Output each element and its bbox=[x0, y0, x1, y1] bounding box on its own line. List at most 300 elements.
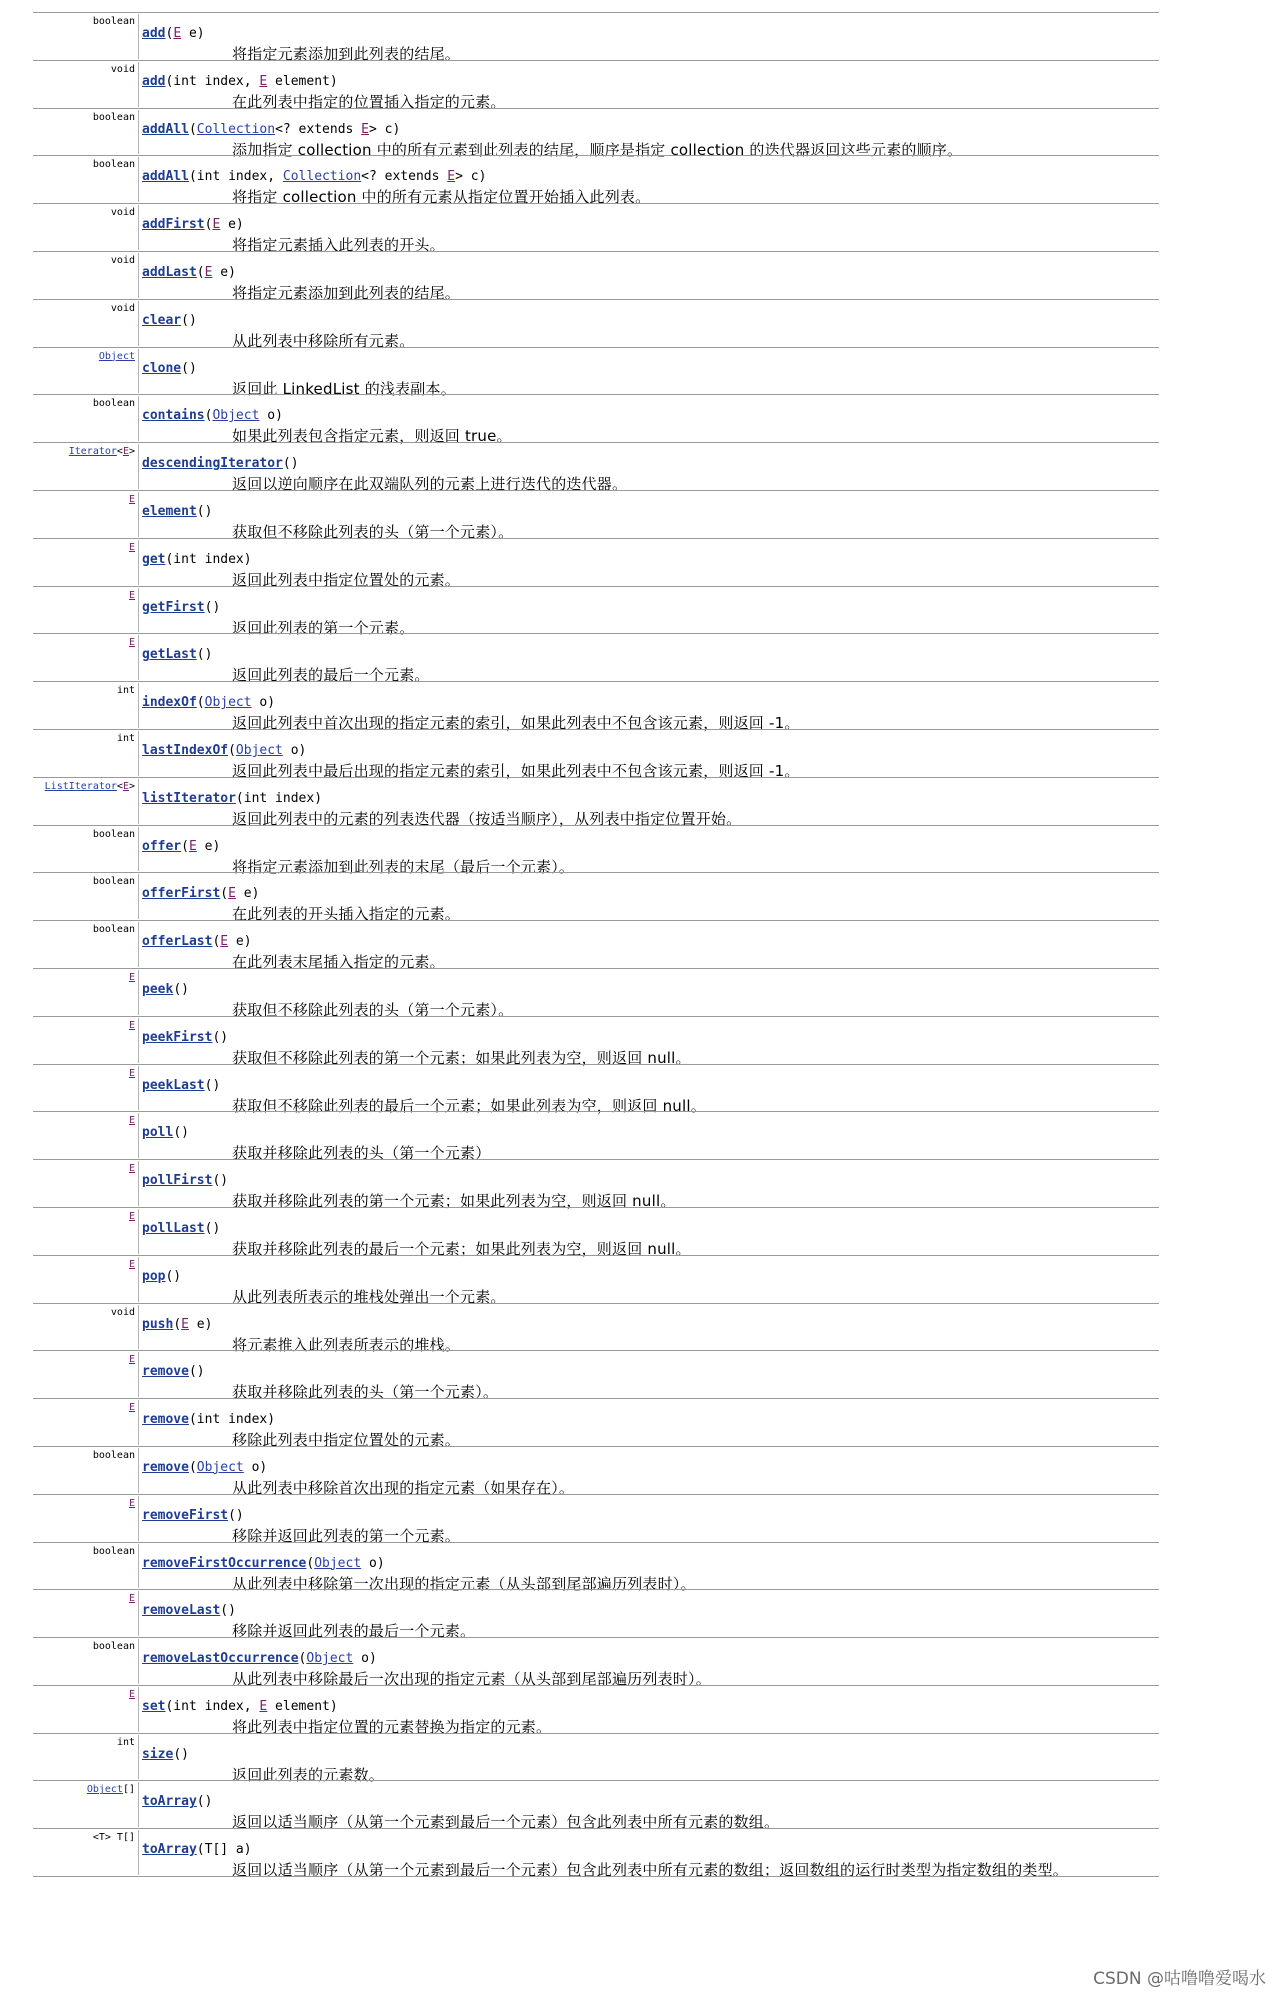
type-parameter-link[interactable]: E bbox=[228, 886, 236, 902]
method-row bbox=[0, 1780, 1280, 1832]
method-signature bbox=[142, 552, 252, 567]
type-parameter-link[interactable]: E bbox=[128, 589, 135, 601]
row-separator bbox=[33, 1111, 1159, 1112]
code-text: () bbox=[204, 1220, 221, 1236]
column-divider bbox=[138, 874, 139, 919]
method-name-link[interactable]: remove bbox=[142, 1364, 189, 1380]
type-parameter-link[interactable]: E bbox=[128, 493, 135, 505]
code-text: boolean bbox=[92, 111, 135, 123]
method-name-link[interactable]: offer bbox=[142, 838, 182, 854]
method-row bbox=[0, 1064, 1280, 1115]
method-description: 从此列表中移除所有元素。 bbox=[232, 331, 415, 350]
code-text: boolean bbox=[92, 1641, 135, 1653]
code-text: ( bbox=[196, 264, 205, 280]
method-description: 从此列表中移除最后一次出现的指定元素（从头部到尾部遍历列表时）。 bbox=[232, 1670, 711, 1689]
method-signature bbox=[142, 1556, 385, 1571]
row-separator bbox=[33, 1589, 1159, 1590]
code-text: () bbox=[188, 1364, 205, 1380]
return-type bbox=[129, 1211, 135, 1222]
method-row bbox=[0, 1350, 1280, 1402]
type-link[interactable]: ListIterator bbox=[44, 780, 117, 792]
method-name-link[interactable]: offerLast bbox=[142, 934, 213, 950]
method-name-link[interactable]: removeLastOccurrence bbox=[142, 1651, 299, 1667]
column-divider bbox=[138, 731, 139, 776]
code-text: < bbox=[116, 780, 123, 792]
method-description: 添加指定 collection 中的所有元素到此列表的结尾，顺序是指定 collection 的迭代器返回这些元素的顺序。 bbox=[232, 140, 963, 159]
method-name-link[interactable]: poll bbox=[142, 1125, 174, 1141]
type-link[interactable]: Collection bbox=[196, 121, 276, 137]
method-row bbox=[0, 1494, 1280, 1545]
method-signature bbox=[142, 169, 486, 184]
type-parameter-link[interactable]: E bbox=[128, 1258, 135, 1270]
method-name-link[interactable]: pop bbox=[142, 1268, 166, 1284]
method-name-link[interactable]: listIterator bbox=[142, 790, 236, 806]
type-parameter-link[interactable]: E bbox=[181, 1316, 189, 1332]
method-row bbox=[0, 1589, 1280, 1641]
return-type bbox=[129, 637, 135, 648]
code-text: () bbox=[228, 1507, 244, 1523]
method-row bbox=[0, 1828, 1280, 1880]
column-divider bbox=[138, 1113, 139, 1158]
type-parameter-link[interactable]: E bbox=[128, 1402, 135, 1414]
code-text: (T[] a) bbox=[196, 1842, 252, 1858]
return-type bbox=[93, 398, 135, 409]
method-description: 获取并移除此列表的头（第一个元素） bbox=[232, 1144, 491, 1163]
method-description: 返回以适当顺序（从第一个元素到最后一个元素）包含此列表中所有元素的数组。 bbox=[232, 1813, 780, 1832]
column-divider bbox=[138, 396, 139, 441]
method-description: 获取但不移除此列表的头（第一个元素）。 bbox=[232, 522, 514, 541]
column-divider bbox=[138, 1591, 139, 1636]
row-separator bbox=[33, 586, 1159, 587]
return-type bbox=[129, 1354, 135, 1365]
code-text: element) bbox=[267, 1698, 338, 1714]
type-parameter-link[interactable]: E bbox=[128, 1115, 135, 1127]
column-divider bbox=[138, 1782, 139, 1827]
type-parameter-link[interactable]: E bbox=[212, 217, 221, 233]
type-parameter-link[interactable]: E bbox=[188, 838, 197, 854]
method-signature bbox=[142, 1699, 338, 1714]
row-separator bbox=[33, 633, 1159, 634]
return-type bbox=[93, 1641, 135, 1652]
return-type bbox=[99, 351, 135, 362]
code-text: o) bbox=[361, 1555, 385, 1571]
code-text: (int index, bbox=[165, 1698, 260, 1714]
method-row bbox=[0, 968, 1280, 1019]
row-separator bbox=[33, 490, 1159, 491]
code-text: o) bbox=[353, 1651, 377, 1667]
type-link[interactable]: Object bbox=[86, 1784, 123, 1796]
method-row bbox=[0, 825, 1280, 876]
column-divider bbox=[138, 540, 139, 585]
return-type bbox=[111, 303, 135, 314]
method-row bbox=[0, 1207, 1280, 1258]
row-separator bbox=[33, 155, 1159, 156]
watermark: CSDN @咕噜噜爱喝水 bbox=[1093, 1969, 1266, 1989]
column-divider bbox=[138, 205, 139, 250]
method-description: 返回以适当顺序（从第一个元素到最后一个元素）包含此列表中所有元素的数组；返回数组的运行时类型为指定数组的类型。 bbox=[232, 1861, 1069, 1880]
code-text: e) bbox=[220, 217, 244, 233]
row-separator bbox=[33, 1876, 1159, 1877]
code-text: ( bbox=[196, 695, 205, 711]
row-separator bbox=[33, 60, 1159, 61]
method-signature bbox=[142, 1747, 189, 1762]
method-name-link[interactable]: size bbox=[142, 1746, 174, 1762]
method-description: 返回此列表的最后一个元素。 bbox=[232, 666, 430, 685]
method-signature bbox=[142, 1603, 236, 1618]
column-divider bbox=[138, 110, 139, 155]
code-text: ( bbox=[165, 26, 174, 41]
return-type bbox=[93, 829, 135, 840]
method-name-link[interactable]: peekFirst bbox=[142, 1029, 213, 1045]
method-signature bbox=[142, 504, 212, 519]
method-name-link[interactable]: toArray bbox=[142, 1842, 197, 1858]
code-text: void bbox=[110, 1306, 135, 1318]
code-text: void bbox=[110, 207, 135, 219]
method-signature bbox=[142, 1794, 212, 1809]
code-text: o) bbox=[243, 1459, 268, 1475]
code-text: void bbox=[110, 254, 135, 266]
code-text: () bbox=[282, 456, 299, 472]
method-row bbox=[0, 729, 1280, 780]
method-signature bbox=[142, 934, 252, 949]
row-separator bbox=[33, 1350, 1159, 1351]
method-row bbox=[0, 12, 1280, 63]
row-separator bbox=[33, 681, 1159, 682]
type-link[interactable]: Object bbox=[212, 408, 260, 424]
column-divider bbox=[138, 1735, 139, 1780]
return-type bbox=[117, 1737, 135, 1748]
return-type bbox=[93, 112, 135, 123]
column-divider bbox=[138, 62, 139, 107]
method-signature bbox=[142, 600, 220, 615]
method-name-link[interactable]: lastIndexOf bbox=[142, 742, 229, 758]
row-separator bbox=[33, 872, 1159, 873]
column-divider bbox=[138, 349, 139, 394]
row-separator bbox=[33, 1494, 1159, 1495]
code-text: (int index, bbox=[165, 73, 260, 89]
code-text: ( bbox=[298, 1651, 307, 1667]
code-text: <T> T[] bbox=[92, 1832, 135, 1844]
row-separator bbox=[33, 203, 1159, 204]
method-name-link[interactable]: indexOf bbox=[142, 695, 197, 711]
method-description: 返回此列表中最后出现的指定元素的索引，如果此列表中不包含该元素，则返回 -1。 bbox=[232, 761, 800, 780]
method-name-link[interactable]: addLast bbox=[142, 264, 197, 280]
return-type bbox=[111, 255, 135, 266]
code-text: boolean bbox=[92, 159, 135, 171]
method-signature bbox=[142, 1173, 228, 1188]
method-description: 从此列表中移除首次出现的指定元素（如果存在）。 bbox=[232, 1478, 575, 1497]
method-row bbox=[0, 1398, 1280, 1450]
method-description: 如果此列表包含指定元素，则返回 true。 bbox=[232, 427, 512, 446]
type-parameter-link[interactable]: E bbox=[447, 169, 456, 185]
code-text: void bbox=[110, 63, 135, 75]
return-type bbox=[93, 159, 135, 170]
type-parameter-link[interactable]: E bbox=[361, 121, 369, 137]
type-parameter-link[interactable]: E bbox=[128, 971, 135, 983]
row-separator bbox=[33, 394, 1159, 395]
type-link[interactable]: Object bbox=[306, 1651, 354, 1667]
type-parameter-link[interactable]: E bbox=[128, 1067, 135, 1079]
method-name-link[interactable]: removeFirst bbox=[142, 1507, 229, 1523]
method-name-link[interactable]: descendingIterator bbox=[142, 456, 283, 472]
type-link[interactable]: Object bbox=[98, 350, 135, 362]
method-name-link[interactable]: toArray bbox=[142, 1794, 197, 1810]
method-description: 将指定元素添加到此列表的末尾（最后一个元素）。 bbox=[232, 857, 575, 876]
method-row bbox=[0, 203, 1280, 255]
method-name-link[interactable]: getFirst bbox=[142, 599, 205, 615]
row-separator bbox=[33, 12, 1159, 13]
method-signature bbox=[142, 122, 400, 137]
code-text: ( bbox=[188, 121, 197, 137]
code-text: > c) bbox=[369, 121, 401, 137]
method-row bbox=[0, 872, 1280, 924]
method-name-link[interactable]: remove bbox=[142, 1412, 189, 1428]
method-description: 获取但不移除此列表的最后一个元素；如果此列表为空，则返回 null。 bbox=[232, 1096, 706, 1115]
method-signature bbox=[142, 1078, 220, 1093]
code-text: () bbox=[181, 312, 197, 328]
code-text: () bbox=[173, 1746, 189, 1762]
type-parameter-link[interactable]: E bbox=[128, 1354, 135, 1366]
method-description: 将指定元素添加到此列表的结尾。 bbox=[232, 45, 461, 63]
code-text: < bbox=[116, 446, 123, 458]
method-description: 将元素推入此列表所表示的堆栈。 bbox=[232, 1335, 461, 1354]
method-row bbox=[0, 681, 1280, 733]
method-signature bbox=[142, 886, 259, 901]
code-text: () bbox=[181, 360, 197, 376]
type-link[interactable]: Object bbox=[204, 695, 252, 711]
table-bottom-border bbox=[0, 1876, 1280, 1877]
method-row bbox=[0, 1637, 1280, 1689]
type-parameter-link[interactable]: E bbox=[128, 1593, 135, 1605]
method-name-link[interactable]: peek bbox=[142, 981, 174, 997]
type-parameter-link[interactable]: E bbox=[128, 1163, 135, 1175]
row-separator bbox=[33, 538, 1159, 539]
column-divider bbox=[138, 444, 139, 489]
code-text: e) bbox=[212, 264, 236, 280]
type-parameter-link[interactable]: E bbox=[259, 73, 268, 89]
row-separator bbox=[33, 777, 1159, 778]
method-row bbox=[0, 1255, 1280, 1306]
code-text: boolean bbox=[92, 876, 135, 888]
return-type bbox=[129, 1689, 135, 1700]
row-separator bbox=[33, 1780, 1159, 1781]
method-signature bbox=[142, 1269, 181, 1284]
type-parameter-link[interactable]: E bbox=[173, 26, 182, 41]
method-name-link[interactable]: addFirst bbox=[142, 217, 205, 233]
method-name-link[interactable]: clone bbox=[142, 360, 182, 376]
row-separator bbox=[33, 1016, 1159, 1017]
type-parameter-link[interactable]: E bbox=[220, 934, 229, 950]
method-description: 在此列表中指定的位置插入指定的元素。 bbox=[232, 92, 506, 111]
method-row bbox=[0, 155, 1280, 207]
method-row bbox=[0, 1446, 1280, 1497]
type-link[interactable]: Iterator bbox=[68, 446, 117, 458]
column-divider bbox=[138, 1639, 139, 1684]
method-row bbox=[0, 442, 1280, 494]
code-text: boolean bbox=[92, 16, 135, 27]
code-text: () bbox=[220, 1603, 236, 1619]
method-name-link[interactable]: set bbox=[142, 1698, 166, 1714]
return-type bbox=[93, 1832, 135, 1843]
type-parameter-link[interactable]: E bbox=[128, 1497, 135, 1509]
method-signature bbox=[142, 791, 322, 806]
column-divider bbox=[138, 253, 139, 298]
code-text: ( bbox=[306, 1555, 315, 1571]
method-name-link[interactable]: clear bbox=[142, 312, 182, 328]
return-type bbox=[111, 1307, 135, 1318]
return-type bbox=[129, 1163, 135, 1174]
column-divider bbox=[138, 1305, 139, 1350]
code-text: () bbox=[173, 1125, 189, 1141]
code-text: ( bbox=[181, 838, 189, 854]
code-text: ( bbox=[228, 742, 236, 758]
code-text: ( bbox=[173, 1316, 182, 1332]
method-description: 返回此 LinkedList 的浅表副本。 bbox=[232, 379, 456, 398]
method-row bbox=[0, 538, 1280, 589]
type-parameter-link[interactable]: E bbox=[128, 1019, 135, 1031]
column-divider bbox=[138, 301, 139, 346]
code-text: () bbox=[173, 981, 189, 997]
column-divider bbox=[138, 492, 139, 537]
column-divider bbox=[138, 1496, 139, 1541]
method-name-link[interactable]: getLast bbox=[142, 647, 197, 663]
method-signature bbox=[142, 647, 212, 662]
type-parameter-link[interactable]: E bbox=[259, 1698, 268, 1714]
column-divider bbox=[138, 683, 139, 728]
method-name-link[interactable]: add bbox=[142, 26, 166, 41]
method-description: 在此列表的开头插入指定的元素。 bbox=[232, 905, 461, 924]
method-name-link[interactable]: push bbox=[142, 1316, 174, 1332]
row-separator bbox=[33, 1733, 1159, 1734]
method-signature bbox=[142, 695, 275, 710]
method-description: 移除并返回此列表的第一个元素。 bbox=[232, 1526, 461, 1545]
method-row bbox=[0, 251, 1280, 302]
row-separator bbox=[33, 1159, 1159, 1160]
return-type bbox=[93, 876, 135, 887]
method-description: 移除并返回此列表的最后一个元素。 bbox=[232, 1622, 476, 1641]
method-row bbox=[0, 1016, 1280, 1067]
column-divider bbox=[138, 1544, 139, 1589]
code-text: o) bbox=[259, 408, 283, 424]
method-description: 将指定元素插入此列表的开头。 bbox=[232, 236, 445, 255]
return-type bbox=[111, 64, 135, 75]
return-type bbox=[93, 1450, 135, 1461]
method-row bbox=[0, 1685, 1280, 1736]
method-signature bbox=[142, 1030, 228, 1045]
code-text: boolean bbox=[92, 398, 135, 410]
method-description: 返回此列表的第一个元素。 bbox=[232, 618, 415, 637]
code-text: boolean bbox=[92, 924, 135, 936]
column-divider bbox=[138, 14, 139, 59]
code-text: () bbox=[196, 647, 213, 663]
method-signature bbox=[142, 217, 244, 232]
row-separator bbox=[33, 1542, 1159, 1543]
method-signature bbox=[142, 982, 189, 997]
type-link[interactable]: Object bbox=[235, 742, 283, 758]
method-signature bbox=[142, 1412, 275, 1427]
type-link[interactable]: Object bbox=[196, 1459, 244, 1475]
row-separator bbox=[33, 968, 1159, 969]
return-type bbox=[111, 207, 135, 218]
method-row bbox=[0, 1733, 1280, 1784]
method-name-link[interactable]: pollFirst bbox=[142, 1173, 213, 1189]
code-text: <? extends bbox=[275, 121, 362, 137]
method-signature bbox=[142, 1125, 189, 1140]
method-row bbox=[0, 1303, 1280, 1354]
method-name-link[interactable]: contains bbox=[142, 408, 205, 424]
code-text: o) bbox=[282, 742, 307, 758]
method-row bbox=[0, 633, 1280, 685]
method-name-link[interactable]: add bbox=[142, 73, 166, 89]
type-parameter-link[interactable]: E bbox=[128, 1688, 135, 1700]
row-separator bbox=[33, 347, 1159, 348]
return-type bbox=[129, 542, 135, 553]
column-divider bbox=[138, 922, 139, 967]
method-name-link[interactable]: removeFirstOccurrence bbox=[142, 1555, 307, 1571]
method-signature bbox=[142, 1221, 220, 1236]
row-separator bbox=[33, 442, 1159, 443]
code-text: ( bbox=[204, 408, 213, 424]
method-name-link[interactable]: remove bbox=[142, 1459, 189, 1475]
code-text: (int index) bbox=[188, 1412, 276, 1428]
type-parameter-link[interactable]: E bbox=[128, 637, 135, 649]
method-description: 返回此列表中首次出现的指定元素的索引，如果此列表中不包含该元素，则返回 -1。 bbox=[232, 714, 800, 733]
return-type bbox=[93, 16, 135, 27]
type-link[interactable]: Object bbox=[314, 1555, 362, 1571]
method-description: 返回此列表的元素数。 bbox=[232, 1765, 385, 1784]
method-description: 将指定 collection 中的所有元素从指定位置开始插入此列表。 bbox=[232, 188, 651, 207]
method-name-link[interactable]: removeLast bbox=[142, 1603, 221, 1619]
code-text: e) bbox=[228, 934, 252, 950]
code-text: () bbox=[204, 599, 221, 615]
method-row bbox=[0, 347, 1280, 398]
row-separator bbox=[33, 1398, 1159, 1399]
type-parameter-link[interactable]: E bbox=[204, 264, 213, 280]
column-divider bbox=[138, 635, 139, 680]
code-text: element) bbox=[267, 73, 338, 89]
method-name-link[interactable]: element bbox=[142, 503, 197, 519]
method-row bbox=[0, 1111, 1280, 1163]
method-description: 获取并移除此列表的最后一个元素；如果此列表为空，则返回 null。 bbox=[232, 1239, 691, 1258]
method-description: 获取但不移除此列表的头（第一个元素）。 bbox=[232, 1000, 514, 1019]
method-name-link[interactable]: pollLast bbox=[142, 1220, 205, 1236]
method-name-link[interactable]: get bbox=[142, 551, 166, 567]
method-signature bbox=[142, 408, 283, 423]
type-link[interactable]: Collection bbox=[282, 169, 362, 185]
type-parameter-link[interactable]: E bbox=[128, 1210, 135, 1222]
column-divider bbox=[138, 1161, 139, 1206]
return-type bbox=[93, 924, 135, 935]
row-separator bbox=[33, 1064, 1159, 1065]
method-name-link[interactable]: addAll bbox=[142, 169, 189, 185]
method-description: 返回此列表中的元素的列表迭代器（按适当顺序），从列表中指定位置开始。 bbox=[232, 809, 742, 828]
method-signature bbox=[142, 456, 299, 471]
column-divider bbox=[138, 1209, 139, 1254]
type-parameter-link[interactable]: E bbox=[128, 541, 135, 553]
code-text: boolean bbox=[92, 828, 135, 840]
return-type bbox=[129, 1020, 135, 1031]
type-parameter-link[interactable]: E bbox=[122, 446, 129, 458]
method-signature bbox=[142, 361, 197, 376]
method-row bbox=[0, 394, 1280, 446]
return-type bbox=[129, 972, 135, 983]
row-separator bbox=[33, 1446, 1159, 1447]
method-name-link[interactable]: addAll bbox=[142, 121, 189, 137]
method-name-link[interactable]: peekLast bbox=[142, 1077, 205, 1093]
code-text: ( bbox=[212, 934, 221, 950]
method-name-link[interactable]: offerFirst bbox=[142, 886, 221, 902]
type-parameter-link[interactable]: E bbox=[122, 780, 129, 792]
